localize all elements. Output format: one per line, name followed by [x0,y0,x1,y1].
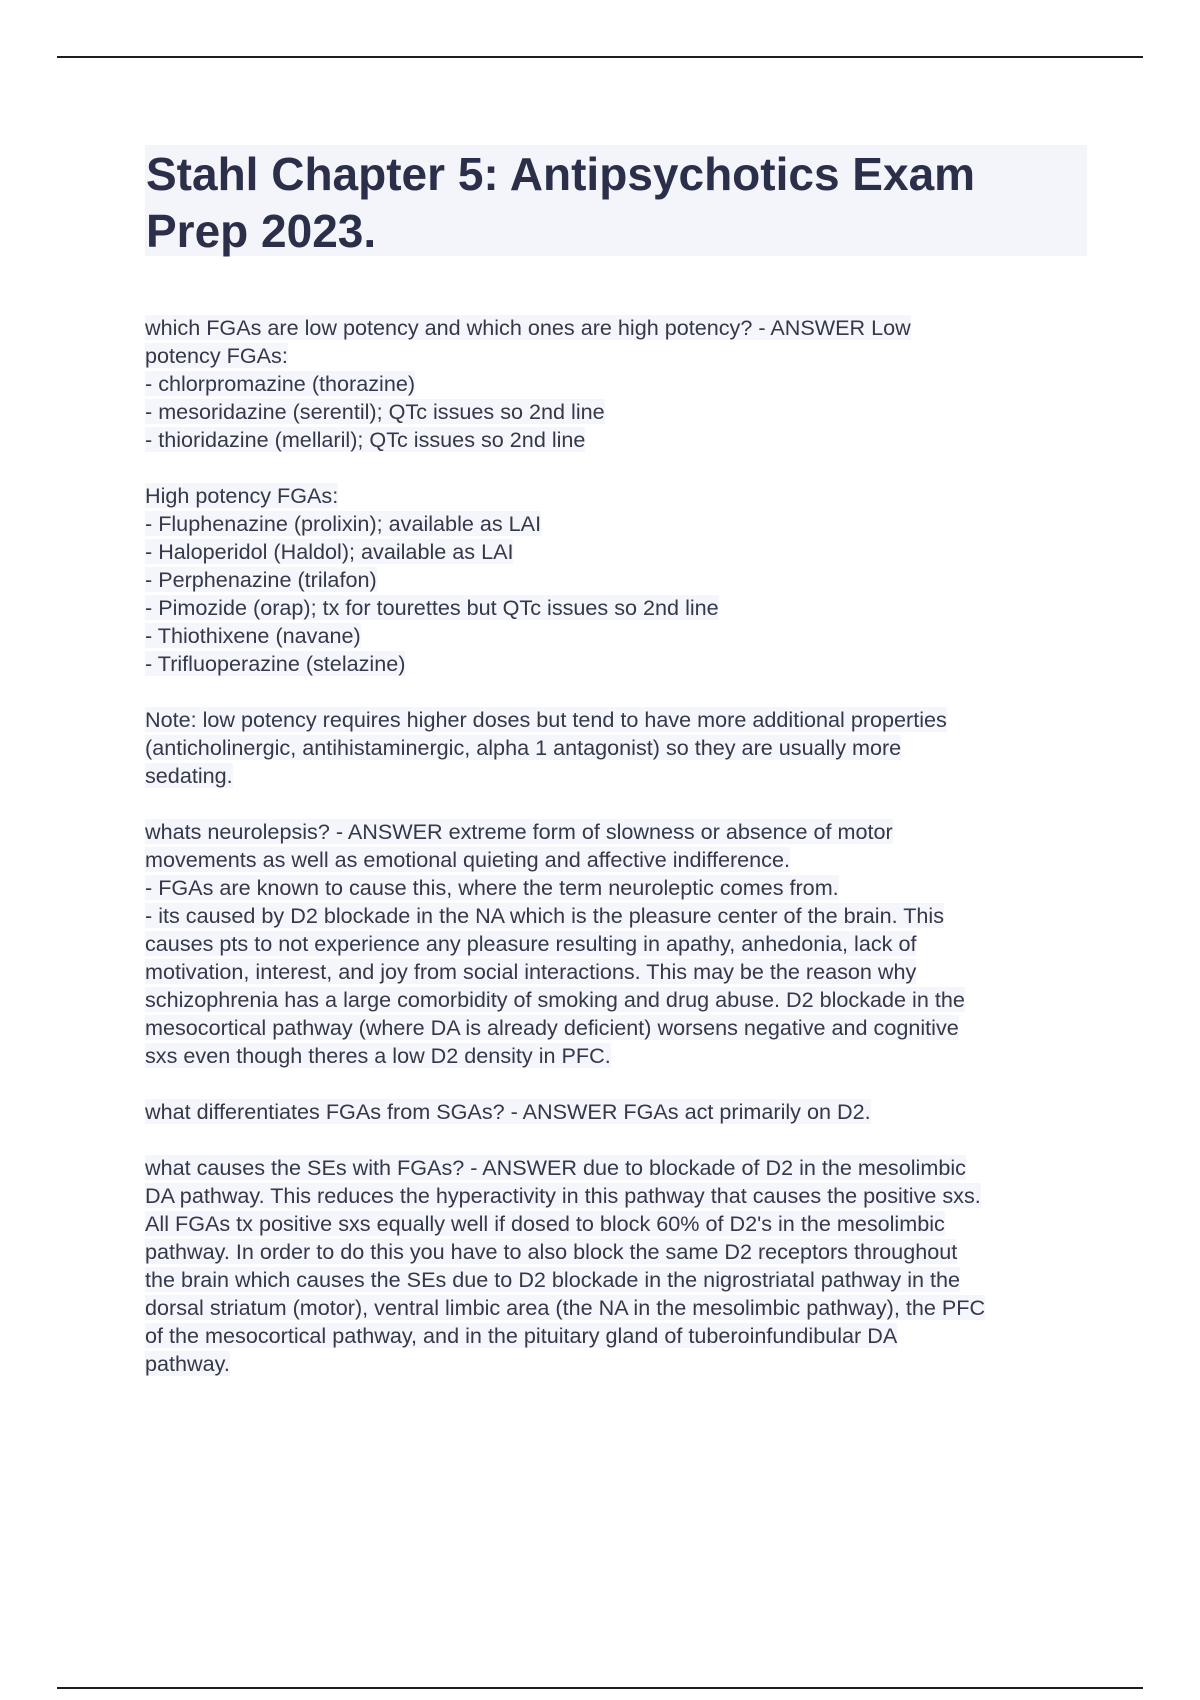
document-body [145,314,1095,1378]
document-title-line-2: Prep 2023. [146,205,377,257]
top-rule [57,56,1143,58]
qa-fga-side-effects [145,1154,1095,1378]
paragraph-text: which FGAs are low potency and which ones are high potency? - ANSWER Low potency FGAs: - chlorpromazine (thorazine) - mesoridazine (serentil); QTc issues so 2nd line - thioridazine (mellaril); QTc issues so 2nd line [145,315,911,452]
document-title-line-1: Stahl Chapter 5: Antipsychotics Exam [146,148,976,200]
document-title [146,146,1076,260]
bottom-rule [57,1687,1143,1689]
paragraph-text: whats neurolepsis? - ANSWER extreme form of slowness or absence of motor movements as well as emotional quieting and affective indifference. - FGAs are known to cause this, where the term neuroleptic comes from. - its caused by D2 blockade in the NA which is the pleasure center of the brain. This causes pts to not experience any pleasure resulting in apathy, anhedonia, lack of motivation, interest, and joy from social interactions. This may be the reason why schizophrenia has a large comorbidity of smoking and drug abuse. D2 blockade in the mesocortical pathway (where DA is already deficient) worsens negative and cognitive sxs even though theres a low D2 density in PFC. [145,819,965,1068]
high-potency-fgas-list [145,482,1095,678]
qa-neurolepsis [145,818,1095,1070]
qa-fga-vs-sga [145,1098,1095,1126]
qa-low-potency-fgas [145,314,1095,454]
potency-note [145,706,1095,790]
paragraph-text: what causes the SEs with FGAs? - ANSWER due to blockade of D2 in the mesolimbic DA pathway. This reduces the hyperactivity in this pathway that causes the positive sxs. All FGAs tx positive sxs equally well if dosed to block 60% of D2's in the mesolimbic pathway. In order to do this you have to also block the same D2 receptors throughout the brain which causes the SEs due to D2 blockade in the nigrostriatal pathway in the dorsal striatum (motor), ventral limbic area (the NA in the mesolimbic pathway), the PFC of the mesocortical pathway, and in the pituitary gland of tuberoinfundibular DA pathway. [145,1155,986,1376]
paragraph-text: High potency FGAs: - Fluphenazine (prolixin); available as LAI - Haloperidol (Haldol); available as LAI - Perphenazine (trilafon) - Pimozide (orap); tx for tourettes but QTc issues so 2nd line - Thiothixene (navane) - Trifluoperazine (stelazine) [145,483,719,676]
paragraph-text: Note: low potency requires higher doses but tend to have more additional properties (anticholinergic, antihistaminergic, alpha 1 antagonist) so they are usually more sedating. [145,707,947,788]
paragraph-text: what differentiates FGAs from SGAs? - ANSWER FGAs act primarily on D2. [145,1099,871,1124]
